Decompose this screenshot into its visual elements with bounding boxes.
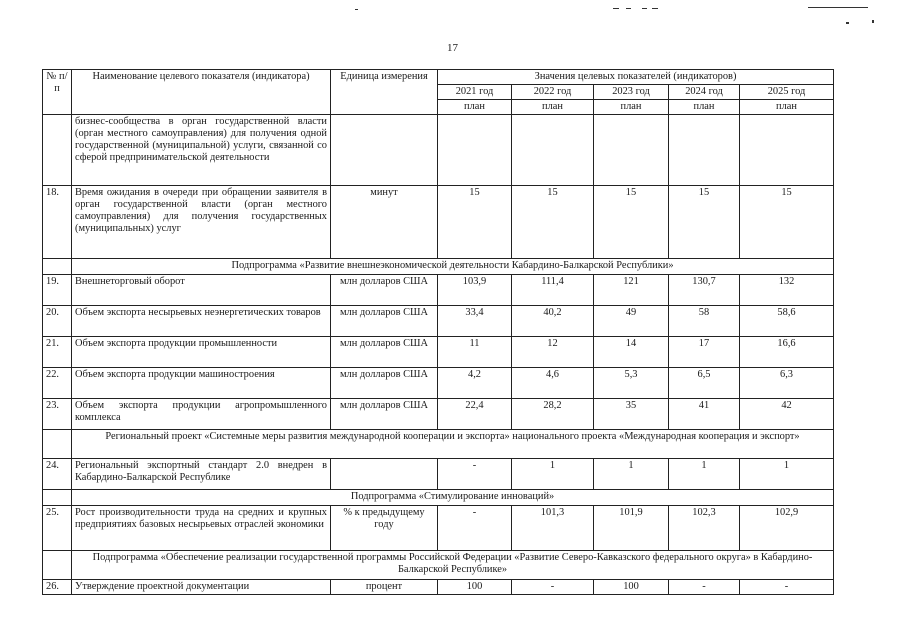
header-year: 2024 год [669,84,740,99]
table-row [43,336,834,367]
indicator-name: Утверждение проектной документации [72,579,331,594]
table-row [43,367,834,398]
row-number: 23. [43,398,72,429]
value-2021: 33,4 [438,305,512,336]
value-2024: 6,5 [669,367,740,398]
value-2022: 12 [512,336,594,367]
indicator-name: Объем экспорта продукции агропромышленного комплекса [72,398,331,429]
value-2025: 102,9 [740,505,834,550]
value-2023: 49 [594,305,669,336]
section-row [43,429,834,458]
value-2025: 6,3 [740,367,834,398]
value-2022: 1 [512,458,594,489]
value-2024: 1 [669,458,740,489]
header-num: № п/п [43,70,72,115]
value-2023: 5,3 [594,367,669,398]
value-2025: 132 [740,274,834,305]
table-row [43,274,834,305]
section-title: Подпрограмма «Стимулирование инноваций» [72,489,834,505]
section-row [43,489,834,505]
indicator-name: Объем экспорта продукции машиностроения [72,367,331,398]
value-2024: 58 [669,305,740,336]
section-row [43,550,834,579]
value-2021: 4,2 [438,367,512,398]
value-2021: 103,9 [438,274,512,305]
scan-artifact [642,8,647,9]
header-year: 2021 год [438,84,512,99]
header-unit: Единица измерения [331,70,438,115]
value-2023: 35 [594,398,669,429]
value-2025: 16,6 [740,336,834,367]
section-title: Региональный проект «Системные меры развития международной кооперации и экспорта» национального проекта «Международная кооперация и экспорт» [72,429,834,458]
indicator-unit: процент [331,579,438,594]
row-number: 21. [43,336,72,367]
scan-artifact [355,9,358,10]
value-2025: 1 [740,458,834,489]
value-2022: 4,6 [512,367,594,398]
value-2021: 22,4 [438,398,512,429]
header-plan: план [512,99,594,114]
indicator-unit: млн долларов США [331,274,438,305]
row-number: 19. [43,274,72,305]
indicator-name: бизнес-сообщества в орган государственной власти (орган местного самоуправления) для получения одной государственной (муниципальной) услуги, связанной со сферой предпринимательской деятельности [72,114,331,185]
header-year: 2025 год [740,84,834,99]
value-2023: 121 [594,274,669,305]
value-2024: 41 [669,398,740,429]
indicator-name: Время ожидания в очереди при обращении заявителя в орган государственной власти (орган местного самоуправления) для получения государственных (муниципальных) услуг [72,185,331,258]
row-number: 18. [43,185,72,258]
header-plan: план [740,99,834,114]
page-number: 17 [447,42,458,54]
indicator-unit: млн долларов США [331,305,438,336]
value-2022: 111,4 [512,274,594,305]
row-number: 20. [43,305,72,336]
value-2023: 15 [594,185,669,258]
indicator-name: Объем экспорта несырьевых неэнергетических товаров [72,305,331,336]
row-number: 22. [43,367,72,398]
header-year: 2022 год [512,84,594,99]
value-2024: 130,7 [669,274,740,305]
section-row [43,258,834,274]
row-number: 26. [43,579,72,594]
header-plan: план [594,99,669,114]
value-2024: - [669,579,740,594]
table-row [43,114,834,185]
scan-artifact [652,8,658,9]
table-row [43,398,834,429]
scan-artifact [846,22,849,24]
value-2024: 15 [669,185,740,258]
indicator-name: Региональный экспортный стандарт 2.0 внедрен в Кабардино-Балкарской Республике [72,458,331,489]
scan-artifact [613,8,619,9]
header-plan: план [669,99,740,114]
table-row [43,458,834,489]
table-row [43,305,834,336]
indicator-name: Объем экспорта продукции промышленности [72,336,331,367]
indicator-unit [331,458,438,489]
value-2023: 101,9 [594,505,669,550]
value-2023: 14 [594,336,669,367]
value-2024: 102,3 [669,505,740,550]
value-2021: 15 [438,185,512,258]
scan-artifact [872,20,874,23]
indicator-unit: млн долларов США [331,336,438,367]
value-2022: - [512,579,594,594]
table-row [43,505,834,550]
header-plan: план [438,99,512,114]
value-2022: 101,3 [512,505,594,550]
value-2025: 58,6 [740,305,834,336]
section-title: Подпрограмма «Развитие внешнеэкономической деятельности Кабардино-Балкарской Республики» [72,258,834,274]
value-2025: 15 [740,185,834,258]
value-2021: - [438,458,512,489]
indicator-name: Внешнеторговый оборот [72,274,331,305]
header-name: Наименование целевого показателя (индикатора) [72,70,331,115]
indicator-name: Рост производительности труда на средних и крупных предприятиях базовых несырьевых отраслей экономики [72,505,331,550]
section-title: Подпрограмма «Обеспечение реализации государственной программы Российской Федерации «Развитие Северо-Кавказского федерального округа» в Кабардино-Балкарской Республике» [72,550,834,579]
value-2025: - [740,579,834,594]
table-row [43,185,834,258]
indicator-unit: млн долларов США [331,367,438,398]
table-row [43,579,834,594]
value-2022: 15 [512,185,594,258]
indicator-unit: минут [331,185,438,258]
header-values: Значения целевых показателей (индикаторов) [438,70,834,85]
value-2022: 40,2 [512,305,594,336]
scan-artifact [808,7,868,8]
header-year: 2023 год [594,84,669,99]
value-2025: 42 [740,398,834,429]
indicator-unit: млн долларов США [331,398,438,429]
row-number: 24. [43,458,72,489]
value-2021: - [438,505,512,550]
value-2021: 11 [438,336,512,367]
row-number: 25. [43,505,72,550]
value-2021: 100 [438,579,512,594]
value-2024: 17 [669,336,740,367]
scan-artifact [626,8,631,9]
value-2022: 28,2 [512,398,594,429]
indicator-unit: % к предыдущему году [331,505,438,550]
value-2023: 100 [594,579,669,594]
value-2023: 1 [594,458,669,489]
indicators-table [42,69,834,595]
